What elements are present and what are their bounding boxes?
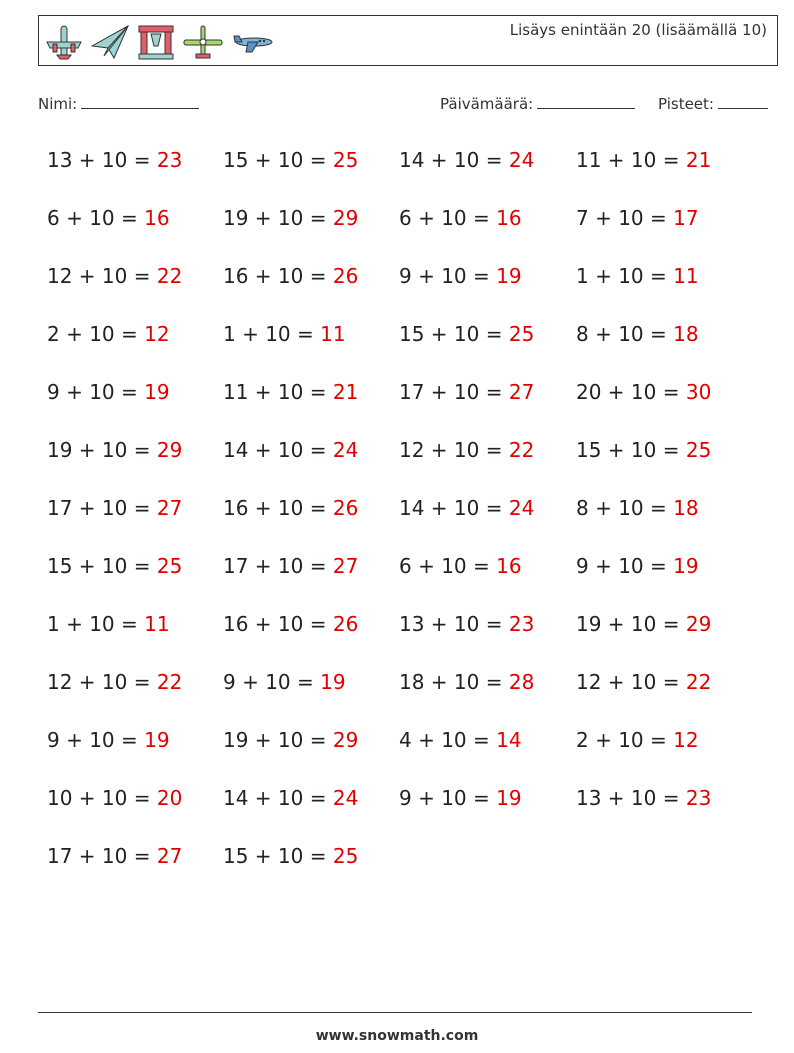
problem-question: 9 + 10 = [223, 670, 321, 694]
problem-item [576, 206, 699, 230]
problem-answer: 26 [332, 264, 359, 288]
problem-answer: 18 [673, 322, 699, 346]
problem-item [47, 670, 182, 694]
problem-item [576, 380, 711, 404]
problem-question: 1 + 10 = [47, 612, 145, 636]
problem-item [223, 786, 358, 810]
problem-item [223, 438, 358, 462]
problem-item [223, 728, 358, 752]
problem-item [223, 496, 358, 520]
problem-question: 19 + 10 = [47, 438, 157, 462]
problem-question: 14 + 10 = [223, 438, 333, 462]
problem-answer: 16 [496, 206, 522, 230]
problem-answer: 24 [332, 438, 359, 462]
problem-question: 14 + 10 = [223, 786, 333, 810]
problem-answer: 25 [332, 844, 359, 868]
problem-answer: 22 [685, 670, 712, 694]
problem-question: 15 + 10 = [223, 844, 333, 868]
problem-item [399, 322, 534, 346]
date-field[interactable] [440, 94, 635, 113]
problem-answer: 19 [320, 670, 346, 694]
problem-item [576, 148, 711, 172]
problem-question: 12 + 10 = [47, 264, 157, 288]
problem-question: 14 + 10 = [399, 496, 509, 520]
problem-item [576, 554, 699, 578]
problem-answer: 28 [508, 670, 535, 694]
problem-item [47, 554, 182, 578]
problem-item [399, 206, 522, 230]
problem-item [399, 496, 534, 520]
date-line [537, 94, 635, 109]
problem-question: 1 + 10 = [576, 264, 674, 288]
problem-question: 4 + 10 = [399, 728, 497, 752]
problem-answer: 20 [156, 786, 183, 810]
problem-answer: 29 [332, 728, 359, 752]
small-plane-icon [182, 22, 224, 62]
problem-answer: 24 [508, 496, 535, 520]
problem-answer: 11 [320, 322, 346, 346]
header-icons [44, 21, 274, 63]
problem-answer: 24 [508, 148, 535, 172]
problem-question: 15 + 10 = [223, 148, 333, 172]
problem-item [223, 322, 346, 346]
problem-answer: 12 [144, 322, 170, 346]
name-line [81, 94, 199, 109]
footer-url: www.snowmath.com [315, 1028, 479, 1044]
name-field[interactable] [38, 94, 199, 113]
problem-question: 13 + 10 = [399, 612, 509, 636]
problem-answer: 29 [332, 206, 359, 230]
problem-item [47, 844, 182, 868]
problem-answer: 19 [496, 786, 522, 810]
problem-answer: 16 [496, 554, 522, 578]
problem-question: 20 + 10 = [576, 380, 686, 404]
problem-question: 2 + 10 = [47, 322, 145, 346]
problem-question: 14 + 10 = [399, 148, 509, 172]
problem-question: 9 + 10 = [576, 554, 674, 578]
problem-answer: 26 [332, 612, 359, 636]
problem-answer: 23 [156, 148, 183, 172]
problem-question: 15 + 10 = [399, 322, 509, 346]
airplane-icon [44, 22, 84, 62]
problem-item [223, 844, 358, 868]
problem-question: 17 + 10 = [47, 496, 157, 520]
name-label: Nimi: [38, 95, 78, 113]
problem-item [47, 380, 170, 404]
problem-answer: 16 [144, 206, 170, 230]
problem-item [223, 380, 358, 404]
footer-divider [38, 1012, 752, 1013]
problem-item [576, 612, 711, 636]
problem-item [223, 554, 358, 578]
problem-answer: 22 [156, 670, 183, 694]
problem-question: 12 + 10 = [399, 438, 509, 462]
problem-question: 15 + 10 = [576, 438, 686, 462]
problem-question: 6 + 10 = [399, 206, 497, 230]
problem-item [399, 554, 522, 578]
problem-question: 17 + 10 = [223, 554, 333, 578]
problem-question: 15 + 10 = [47, 554, 157, 578]
problem-question: 17 + 10 = [47, 844, 157, 868]
problem-answer: 11 [673, 264, 699, 288]
problem-item [47, 148, 182, 172]
problem-answer: 18 [673, 496, 699, 520]
problem-item [399, 264, 522, 288]
problem-answer: 25 [685, 438, 712, 462]
problem-question: 9 + 10 = [47, 728, 145, 752]
problem-question: 9 + 10 = [399, 786, 497, 810]
problem-answer: 19 [144, 728, 170, 752]
problem-answer: 11 [144, 612, 170, 636]
problem-question: 13 + 10 = [576, 786, 686, 810]
problem-answer: 14 [496, 728, 522, 752]
problem-item [47, 206, 170, 230]
problem-question: 9 + 10 = [399, 264, 497, 288]
problem-question: 1 + 10 = [223, 322, 321, 346]
problem-answer: 30 [685, 380, 712, 404]
problem-answer: 22 [508, 438, 535, 462]
problem-item [223, 670, 346, 694]
problem-answer: 17 [673, 206, 699, 230]
problem-answer: 29 [685, 612, 712, 636]
problem-question: 16 + 10 = [223, 264, 333, 288]
problem-question: 11 + 10 = [576, 148, 686, 172]
problem-question: 16 + 10 = [223, 496, 333, 520]
hangar-icon [136, 22, 176, 62]
problem-item [399, 786, 522, 810]
problem-question: 13 + 10 = [47, 148, 157, 172]
paper-plane-icon [90, 22, 130, 62]
problem-item [399, 670, 534, 694]
problem-item [47, 786, 182, 810]
worksheet-title: Lisäys enintään 20 (lisäämällä 10) [509, 21, 767, 39]
problem-item [47, 496, 182, 520]
problem-item [399, 438, 534, 462]
problem-item [47, 264, 182, 288]
problem-question: 17 + 10 = [399, 380, 509, 404]
problem-item [576, 670, 711, 694]
problem-answer: 25 [156, 554, 183, 578]
problem-question: 7 + 10 = [576, 206, 674, 230]
problem-question: 6 + 10 = [47, 206, 145, 230]
problem-item [47, 612, 170, 636]
problem-question: 10 + 10 = [47, 786, 157, 810]
problem-question: 19 + 10 = [223, 728, 333, 752]
problem-question: 11 + 10 = [223, 380, 333, 404]
problem-answer: 22 [156, 264, 183, 288]
problem-answer: 27 [156, 496, 183, 520]
score-line [718, 94, 768, 109]
problem-item [399, 612, 534, 636]
problem-question: 12 + 10 = [576, 670, 686, 694]
jet-plane-icon [230, 22, 274, 62]
problem-item [47, 322, 170, 346]
problem-answer: 27 [156, 844, 183, 868]
problem-question: 9 + 10 = [47, 380, 145, 404]
problem-answer: 21 [685, 148, 712, 172]
problem-item [576, 728, 699, 752]
problem-question: 8 + 10 = [576, 322, 674, 346]
problem-item [223, 612, 358, 636]
problem-answer: 12 [673, 728, 699, 752]
problem-item [576, 438, 711, 462]
problem-item [223, 264, 358, 288]
problem-item [399, 380, 534, 404]
problem-question: 18 + 10 = [399, 670, 509, 694]
problem-item [223, 148, 358, 172]
problem-item [47, 438, 182, 462]
problem-question: 6 + 10 = [399, 554, 497, 578]
problem-answer: 27 [332, 554, 359, 578]
problem-answer: 19 [496, 264, 522, 288]
problem-answer: 29 [156, 438, 183, 462]
problem-answer: 24 [332, 786, 359, 810]
problem-answer: 19 [144, 380, 170, 404]
problem-answer: 27 [508, 380, 535, 404]
problem-item [576, 264, 699, 288]
problem-answer: 23 [508, 612, 535, 636]
problem-answer: 23 [685, 786, 712, 810]
problem-item [399, 148, 534, 172]
problem-item [576, 786, 711, 810]
problem-question: 8 + 10 = [576, 496, 674, 520]
problem-item [399, 728, 522, 752]
problem-question: 2 + 10 = [576, 728, 674, 752]
worksheet-header [38, 15, 778, 66]
problem-item [576, 496, 699, 520]
problem-item [576, 322, 699, 346]
problem-question: 19 + 10 = [223, 206, 333, 230]
score-label: Pisteet: [658, 95, 714, 113]
problem-question: 19 + 10 = [576, 612, 686, 636]
problem-answer: 19 [673, 554, 699, 578]
problem-item [47, 728, 170, 752]
problem-question: 12 + 10 = [47, 670, 157, 694]
score-field[interactable] [658, 94, 768, 113]
problem-item [223, 206, 358, 230]
problem-answer: 26 [332, 496, 359, 520]
problem-answer: 21 [332, 380, 359, 404]
problem-answer: 25 [332, 148, 359, 172]
date-label: Päivämäärä: [440, 95, 534, 113]
problem-answer: 25 [508, 322, 535, 346]
problem-question: 16 + 10 = [223, 612, 333, 636]
